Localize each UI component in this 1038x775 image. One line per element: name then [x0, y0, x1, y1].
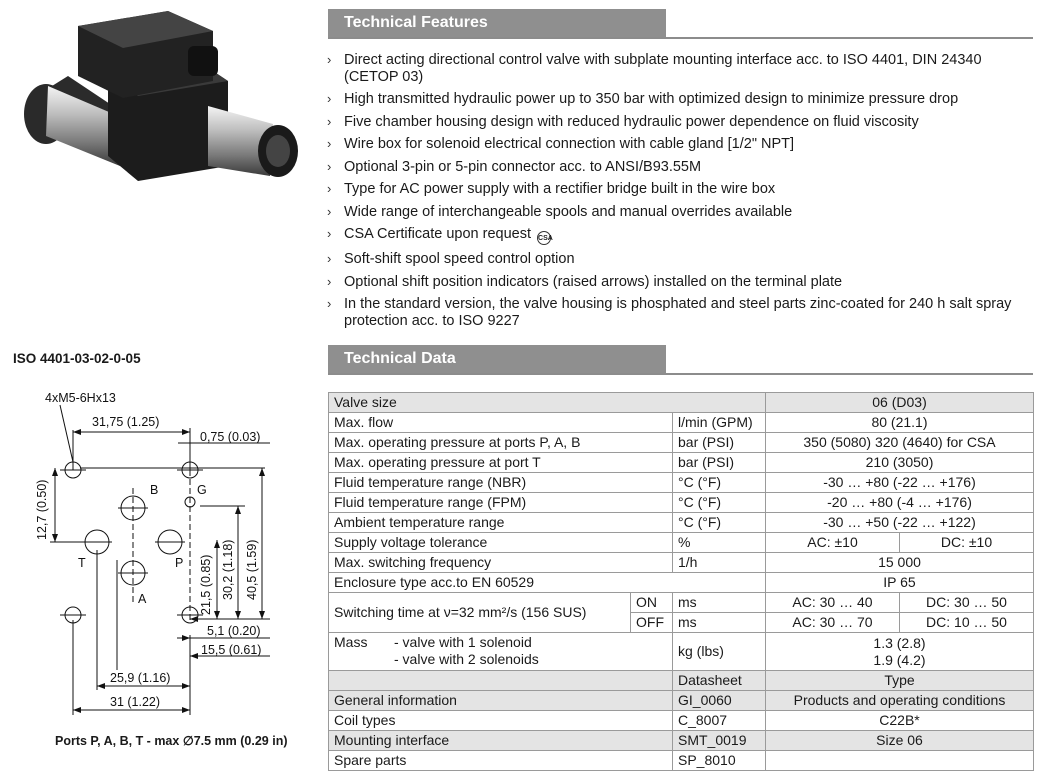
feature-item: › High transmitted hydraulic power up to 350 bar with optimized design to minimize pressure drop: [327, 91, 959, 107]
dim-5-1: 5,1 (0.20): [207, 624, 261, 638]
table-row: Max. flow l/min (GPM) 80 (21.1): [329, 413, 1034, 433]
dim-30-2: 30,2 (1.18): [221, 539, 235, 600]
table-row: General information GI_0060 Products and operating conditions: [329, 691, 1034, 711]
feature-item: › CSA Certificate upon request CSA: [327, 226, 1032, 245]
csa-certificate-icon: CSA: [537, 231, 551, 245]
table-row: Ambient temperature range °C (°F) -30 … +50 (-22 … +122): [329, 513, 1034, 533]
ports-caption: Ports P, A, B, T - max ∅7.5 mm (0.29 in): [55, 734, 288, 748]
table-row: OFF ms AC: 30 … 70 DC: 10 … 50: [329, 613, 1034, 633]
dim-25-9: 25,9 (1.16): [110, 671, 171, 685]
port-g-label: G: [197, 483, 207, 497]
thread-label: 4xM5-6Hx13: [45, 391, 116, 405]
dim-21-5: 21,5 (0.85): [199, 554, 213, 615]
table-row: Max. switching frequency 1/h 15 000: [329, 553, 1034, 573]
dim-31: 31 (1.22): [110, 695, 161, 709]
drawing-title: ISO 4401-03-02-0-05: [13, 351, 141, 366]
feature-item: › Five chamber housing design with reduced hydraulic power dependence on fluid viscosity: [327, 113, 919, 130]
feature-item: › Type for AC power supply with a rectifier bridge built in the wire box: [327, 181, 776, 197]
technical-data-table: [328, 392, 1034, 771]
dim-12-7: 12,7 (0.50): [35, 479, 49, 540]
table-row: Valve size 06 (D03): [329, 393, 1034, 413]
technical-data-title: Technical Data: [328, 345, 666, 373]
dim-15-5: 15,5 (0.61): [201, 643, 262, 657]
table-row: Fluid temperature range (NBR) °C (°F) -30 … +80 (-22 … +176): [329, 473, 1034, 493]
dim-40-5: 40,5 (1.59): [245, 539, 259, 600]
mounting-interface-drawing: [0, 380, 320, 730]
feature-item: › Direct acting directional control valve with subplate mounting interface acc. to ISO 4401, DIN 24340 (CETOP 03): [327, 52, 982, 85]
dim-0-75: 0,75 (0.03): [200, 430, 261, 444]
feature-item: › Soft-shift spool speed control option: [327, 251, 575, 267]
table-row: Spare parts SP_8010: [329, 751, 1034, 771]
table-row: Datasheet Type: [329, 671, 1034, 691]
table-row: Mounting interface SMT_0019 Size 06: [329, 731, 1034, 751]
technical-features-list: [327, 52, 1032, 335]
dim-31-75: 31,75 (1.25): [92, 415, 160, 429]
feature-item: › Optional 3-pin or 5-pin connector acc. to ANSI/B93.55M: [327, 158, 702, 175]
feature-item: › Wire box for solenoid electrical connection with cable gland [1/2" NPT]: [327, 136, 795, 152]
valve-product-photo: [8, 6, 308, 206]
port-a-label: A: [138, 592, 147, 606]
table-row: Supply voltage tolerance % AC: ±10 DC: ±10: [329, 533, 1034, 553]
technical-features-title: Technical Features: [328, 9, 666, 37]
port-p-label: P: [175, 556, 184, 570]
table-row: Fluid temperature range (FPM) °C (°F) -20 … +80 (-4 … +176): [329, 493, 1034, 513]
feature-item: › Wide range of interchangeable spools and manual overrides available: [327, 203, 793, 220]
technical-data-header: [328, 345, 1033, 375]
port-t-label: T: [78, 556, 86, 570]
table-row: Enclosure type acc.to EN 60529 IP 65: [329, 573, 1034, 593]
port-b-label: B: [150, 483, 159, 497]
feature-item: › In the standard version, the valve housing is phosphated and steel parts zinc-coated for 240 h salt spray protection acc. to ISO 9227: [327, 296, 1012, 329]
table-row: Mass - valve with 1 solenoid - valve with 2 solenoids kg (lbs) 1.3 (2.8) 1.9 (4.2): [329, 633, 1034, 671]
table-row: Max. operating pressure at ports P, A, B bar (PSI) 350 (5080) 320 (4640) for CSA: [329, 433, 1034, 453]
feature-item: › Optional shift position indicators (raised arrows) installed on the terminal plate: [327, 273, 843, 290]
table-row: Coil types C_8007 C22B*: [329, 711, 1034, 731]
table-row: Max. operating pressure at port T bar (PSI) 210 (3050): [329, 453, 1034, 473]
table-row: Switching time at ν=32 mm²/s (156 SUS) ON ms AC: 30 … 40 DC: 30 … 50: [329, 593, 1034, 613]
technical-features-header: [328, 9, 1033, 39]
